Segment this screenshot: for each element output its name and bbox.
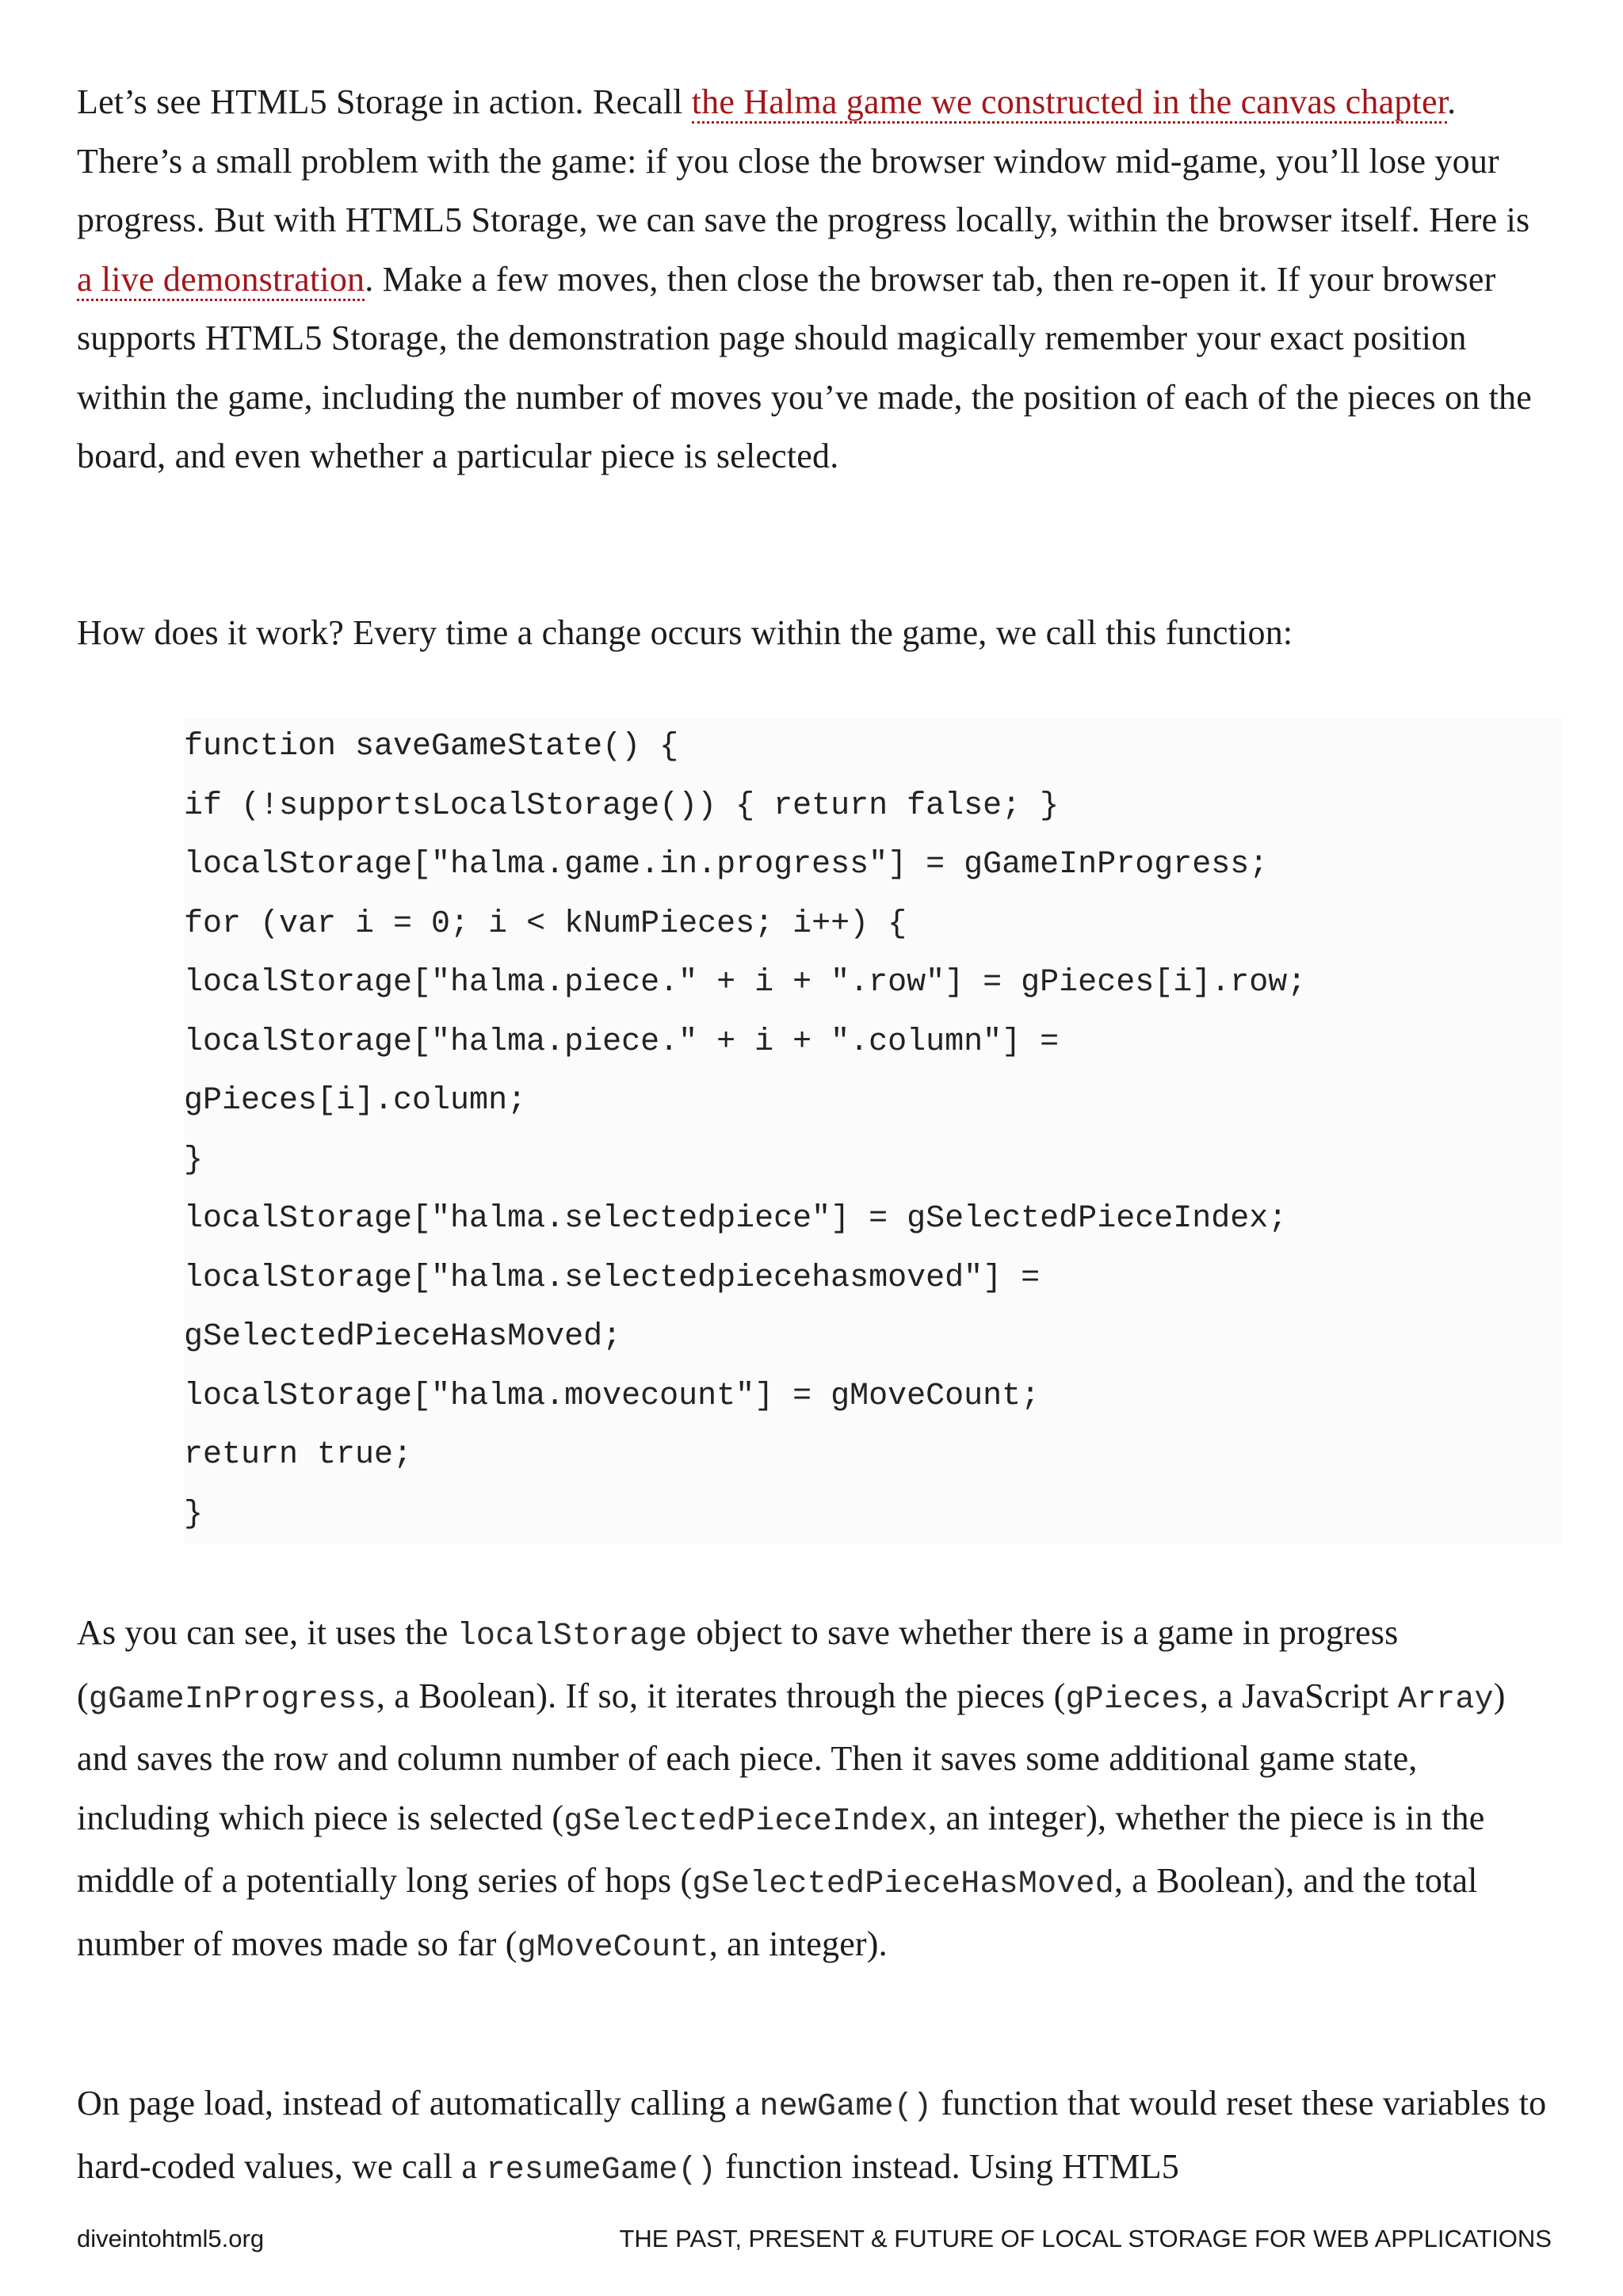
page-load-text-2: function that would reset these variables to hard-coded values, we call a	[77, 2084, 1547, 2186]
code-line: gPieces[i].column;	[184, 1083, 527, 1119]
halma-game-link[interactable]: the Halma game we constructed in the canvas chapter	[692, 82, 1447, 124]
code-line: localStorage["halma.selectedpiece"] = gSelectedPieceIndex;	[184, 1201, 1288, 1237]
paragraph-page-load	[77, 2074, 1551, 2200]
code-line: }	[184, 1496, 204, 1532]
explanation-text-1: As you can see, it uses the	[77, 1613, 457, 1652]
footer-site-name: diveintohtml5.org	[77, 2225, 265, 2252]
intro-text-2: . There’s a small problem with the game: if you close the browser window mid-game, you’ll lose your progress. But with HTML5 Storage, we can save the progress locally, within the browser itself. Here is	[77, 82, 1530, 239]
code-line: localStorage["halma.piece." + i + ".column"] =	[184, 1024, 1060, 1060]
explanation-text-2: object to save whether there is a game in progress (	[77, 1613, 1399, 1715]
explanation-text-6: , an integer), whether the piece is in the middle of a potentially long series of hops (	[77, 1798, 1485, 1900]
intro-text-1: Let’s see HTML5 Storage in action. Recall	[77, 82, 692, 121]
page-load-text-3: function instead. Using HTML5	[716, 2146, 1179, 2186]
code-line: return true;	[184, 1437, 413, 1473]
inline-code-gmovecount: gMoveCount	[517, 1929, 709, 1966]
inline-code-array: Array	[1397, 1681, 1494, 1718]
code-block-save-game-state	[184, 718, 1563, 1544]
code-line: localStorage["halma.game.in.progress"] = gGameInProgress;	[184, 847, 1269, 883]
code-line: function saveGameState() {	[184, 729, 679, 765]
explanation-text-3: , a Boolean). If so, it iterates through the pieces (	[376, 1676, 1066, 1715]
paragraph-intro	[77, 73, 1551, 486]
code-line: localStorage["halma.movecount"] = gMoveCount;	[184, 1378, 1041, 1414]
explanation-text-8: , an integer).	[708, 1924, 888, 1963]
inline-code-gselectedpieceindex: gSelectedPieceIndex	[563, 1803, 929, 1840]
intro-text-3: . Make a few moves, then close the browser tab, then re-open it. If your browser supports HTML5 Storage, the demonstration page should magically remember your exact position within the game, including the number of moves you’ve made, the position of each of the pieces on the board, and even whether a particular piece is selected.	[77, 259, 1532, 475]
paragraph-explanation	[77, 1604, 1551, 1978]
inline-code-gselectedpiecehasmoved: gSelectedPieceHasMoved	[692, 1867, 1114, 1902]
inline-code-gpieces: gPieces	[1065, 1681, 1200, 1718]
code-line: }	[184, 1142, 204, 1178]
page-load-text-1: On page load, instead of automatically calling a	[77, 2084, 760, 2122]
explanation-text-4: , a JavaScript	[1199, 1676, 1398, 1715]
explanation-text-7: , a Boolean), and the total number of moves made so far (	[77, 1861, 1478, 1963]
code-line: if (!supportsLocalStorage()) { return false; }	[184, 788, 1060, 824]
code-line: localStorage["halma.selectedpiecehasmoved"] =	[184, 1260, 1041, 1296]
inline-code-localstorage: localStorage	[456, 1619, 688, 1654]
code-line: localStorage["halma.piece." + i + ".row"] = gPieces[i].row;	[184, 965, 1307, 1001]
paragraph-how-it-works: How does it work? Every time a change occurs within the game, we call this function:	[77, 613, 1293, 652]
inline-code-newgame: newGame()	[759, 2089, 933, 2125]
explanation-text-5: ) and saves the row and column number of each piece. Then it saves some additional game state, including which piece is selected (	[77, 1676, 1506, 1837]
live-demonstration-link[interactable]: a live demonstration	[77, 260, 365, 301]
inline-code-resumegame: resumeGame()	[486, 2152, 716, 2188]
code-line: for (var i = 0; i < kNumPieces; i++) {	[184, 906, 907, 942]
footer-chapter-title: THE PAST, PRESENT & FUTURE OF LOCAL STORAGE FOR WEB APPLICATIONS	[619, 2225, 1552, 2252]
inline-code-ggameinprogress: gGameInProgress	[88, 1681, 376, 1718]
code-line: gSelectedPieceHasMoved;	[184, 1319, 622, 1355]
